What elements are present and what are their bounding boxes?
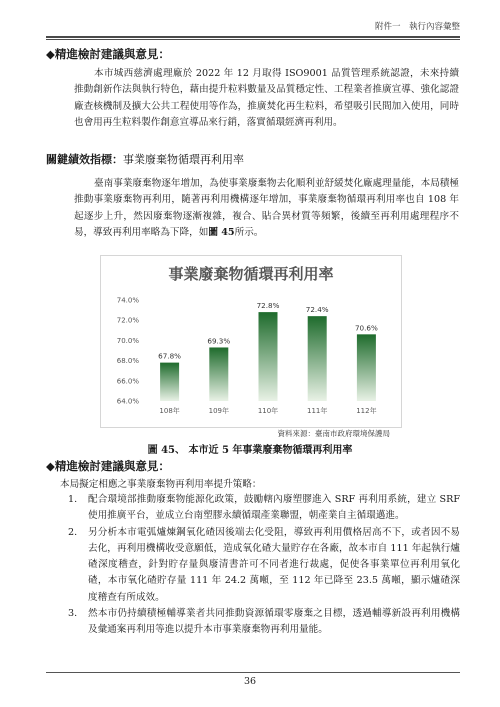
page-number: 36 [243,676,257,687]
footer-rule [46,672,460,673]
section3-heading: ◆精進檢討建議與意見： [46,459,170,473]
chart-container [100,255,402,428]
section1-heading: ◆精進檢討建議與意見： [46,47,170,61]
list-item-number: 3. [68,608,78,620]
data-label: 67.8% [158,351,182,361]
page-header: 附件一 執行內容彙整 [374,22,460,32]
list-item-number: 1. [68,494,78,505]
y-tick-label: 64.0% [116,397,139,406]
figure-reference: 圖 45 [208,226,235,238]
bar-chart [101,256,401,427]
bar [160,363,179,401]
y-tick-label: 74.0% [116,296,139,305]
section1-paragraph [74,66,459,131]
section2-text: 臺南事業廢棄物逐年增加，為使事業廢棄物去化順利並舒緩焚化廠處理量能，本局積極推動事業廢棄物再利用，隨著再利用機構逐年增加，事業廢棄物循環再利用率也自 108 年起逐步上升，然因廢棄物逐漸複雜，複合、貼合異材質等頻繁，後續至再利用處理程序不易，導致再利用率略為下降，如 [74,178,459,238]
section2-paragraph [74,176,459,241]
list-item [68,525,460,606]
strategy-list [68,492,460,639]
data-label: 72.4% [305,305,329,315]
list-item [68,492,460,525]
y-tick-label: 70.0% [116,336,139,345]
list-item-text: 配合環境部推動廢棄物能源化政策，鼓勵轄內廢塑膠進入 SRF 再利用系統，建立 SRF 使用推廣平台，並成立台南塑膠永續循環產業聯盟，朝產業自主循環邁進。 [88,494,460,522]
x-tick-label: 111年 [307,407,328,415]
bar [259,312,278,401]
figure-source: 資料來源：臺南市政府環境保護局 [277,429,390,438]
section3-intro: 本局擬定相應之事業廢棄物再利用率提升策略： [60,479,262,490]
list-item-text: 另分析本市電弧爐煉鋼氧化碴因後端去化受阻，導致再利用價格居高不下，或者因不易去化，再利用機構收受意願低，造成氧化碴大量貯存在各廠，故本市自 111 年起執行爐碴深度稽查，針對貯存量與廢清書許可不同者進行裁處，促使各事業單位再利用氧化碴，本市氧化碴貯存量 111 年 24.2 萬噸，至 112 年已降至 23.5 萬噸，顯示爐碴深度稽查有所成效。 [88,526,460,603]
y-tick-label: 68.0% [116,357,139,366]
chart-title: 事業廢棄物循環再利用率 [168,265,334,283]
bar [209,347,228,401]
data-label: 70.6% [354,323,378,333]
section1-text: 本市城西慈濟處理廠於 2022 年 12 月取得 ISO9001 品質管理系統認證，未來持續推動創新作法與執行特色，藉由提升粒料數量及品質穩定性、工程業者推廣宣導、強化認證廠查核機制及擴大公共工程使用等作為，推廣焚化再生粒料，希望吸引民間加入使用，同時也會用再生粒料製作創意宣導品來行銷，落實循環經濟再利用。 [74,68,459,128]
list-item-number: 2. [68,526,78,538]
y-tick-label: 66.0% [116,377,139,386]
kpi-label: 關鍵績效指標： [46,153,123,166]
bar [357,334,376,401]
data-label: 69.3% [207,336,231,346]
x-tick-label: 112年 [356,407,377,415]
list-item-text: 然本市仍持續積極輔導業者共同推動資源循環零廢棄之目標，透過輔導新設再利用機構及彙通案再利用等進以提升本市事業廢棄物再利用量能。 [88,608,460,636]
kpi-line [46,151,244,167]
kpi-title: 事業廢棄物循環再利用率 [123,153,244,166]
x-tick-label: 110年 [257,407,279,415]
y-tick-label: 72.0% [116,316,139,325]
list-item [68,606,460,639]
figure-caption: 圖 45、 本市近 5 年事業廢棄物循環再利用率 [147,445,353,456]
header-rule [46,36,460,40]
x-tick-label: 109年 [208,407,229,415]
bar [308,316,327,401]
data-label: 72.8% [256,301,280,311]
section2-tail: 所示。 [234,226,264,238]
x-tick-label: 108年 [159,407,180,415]
